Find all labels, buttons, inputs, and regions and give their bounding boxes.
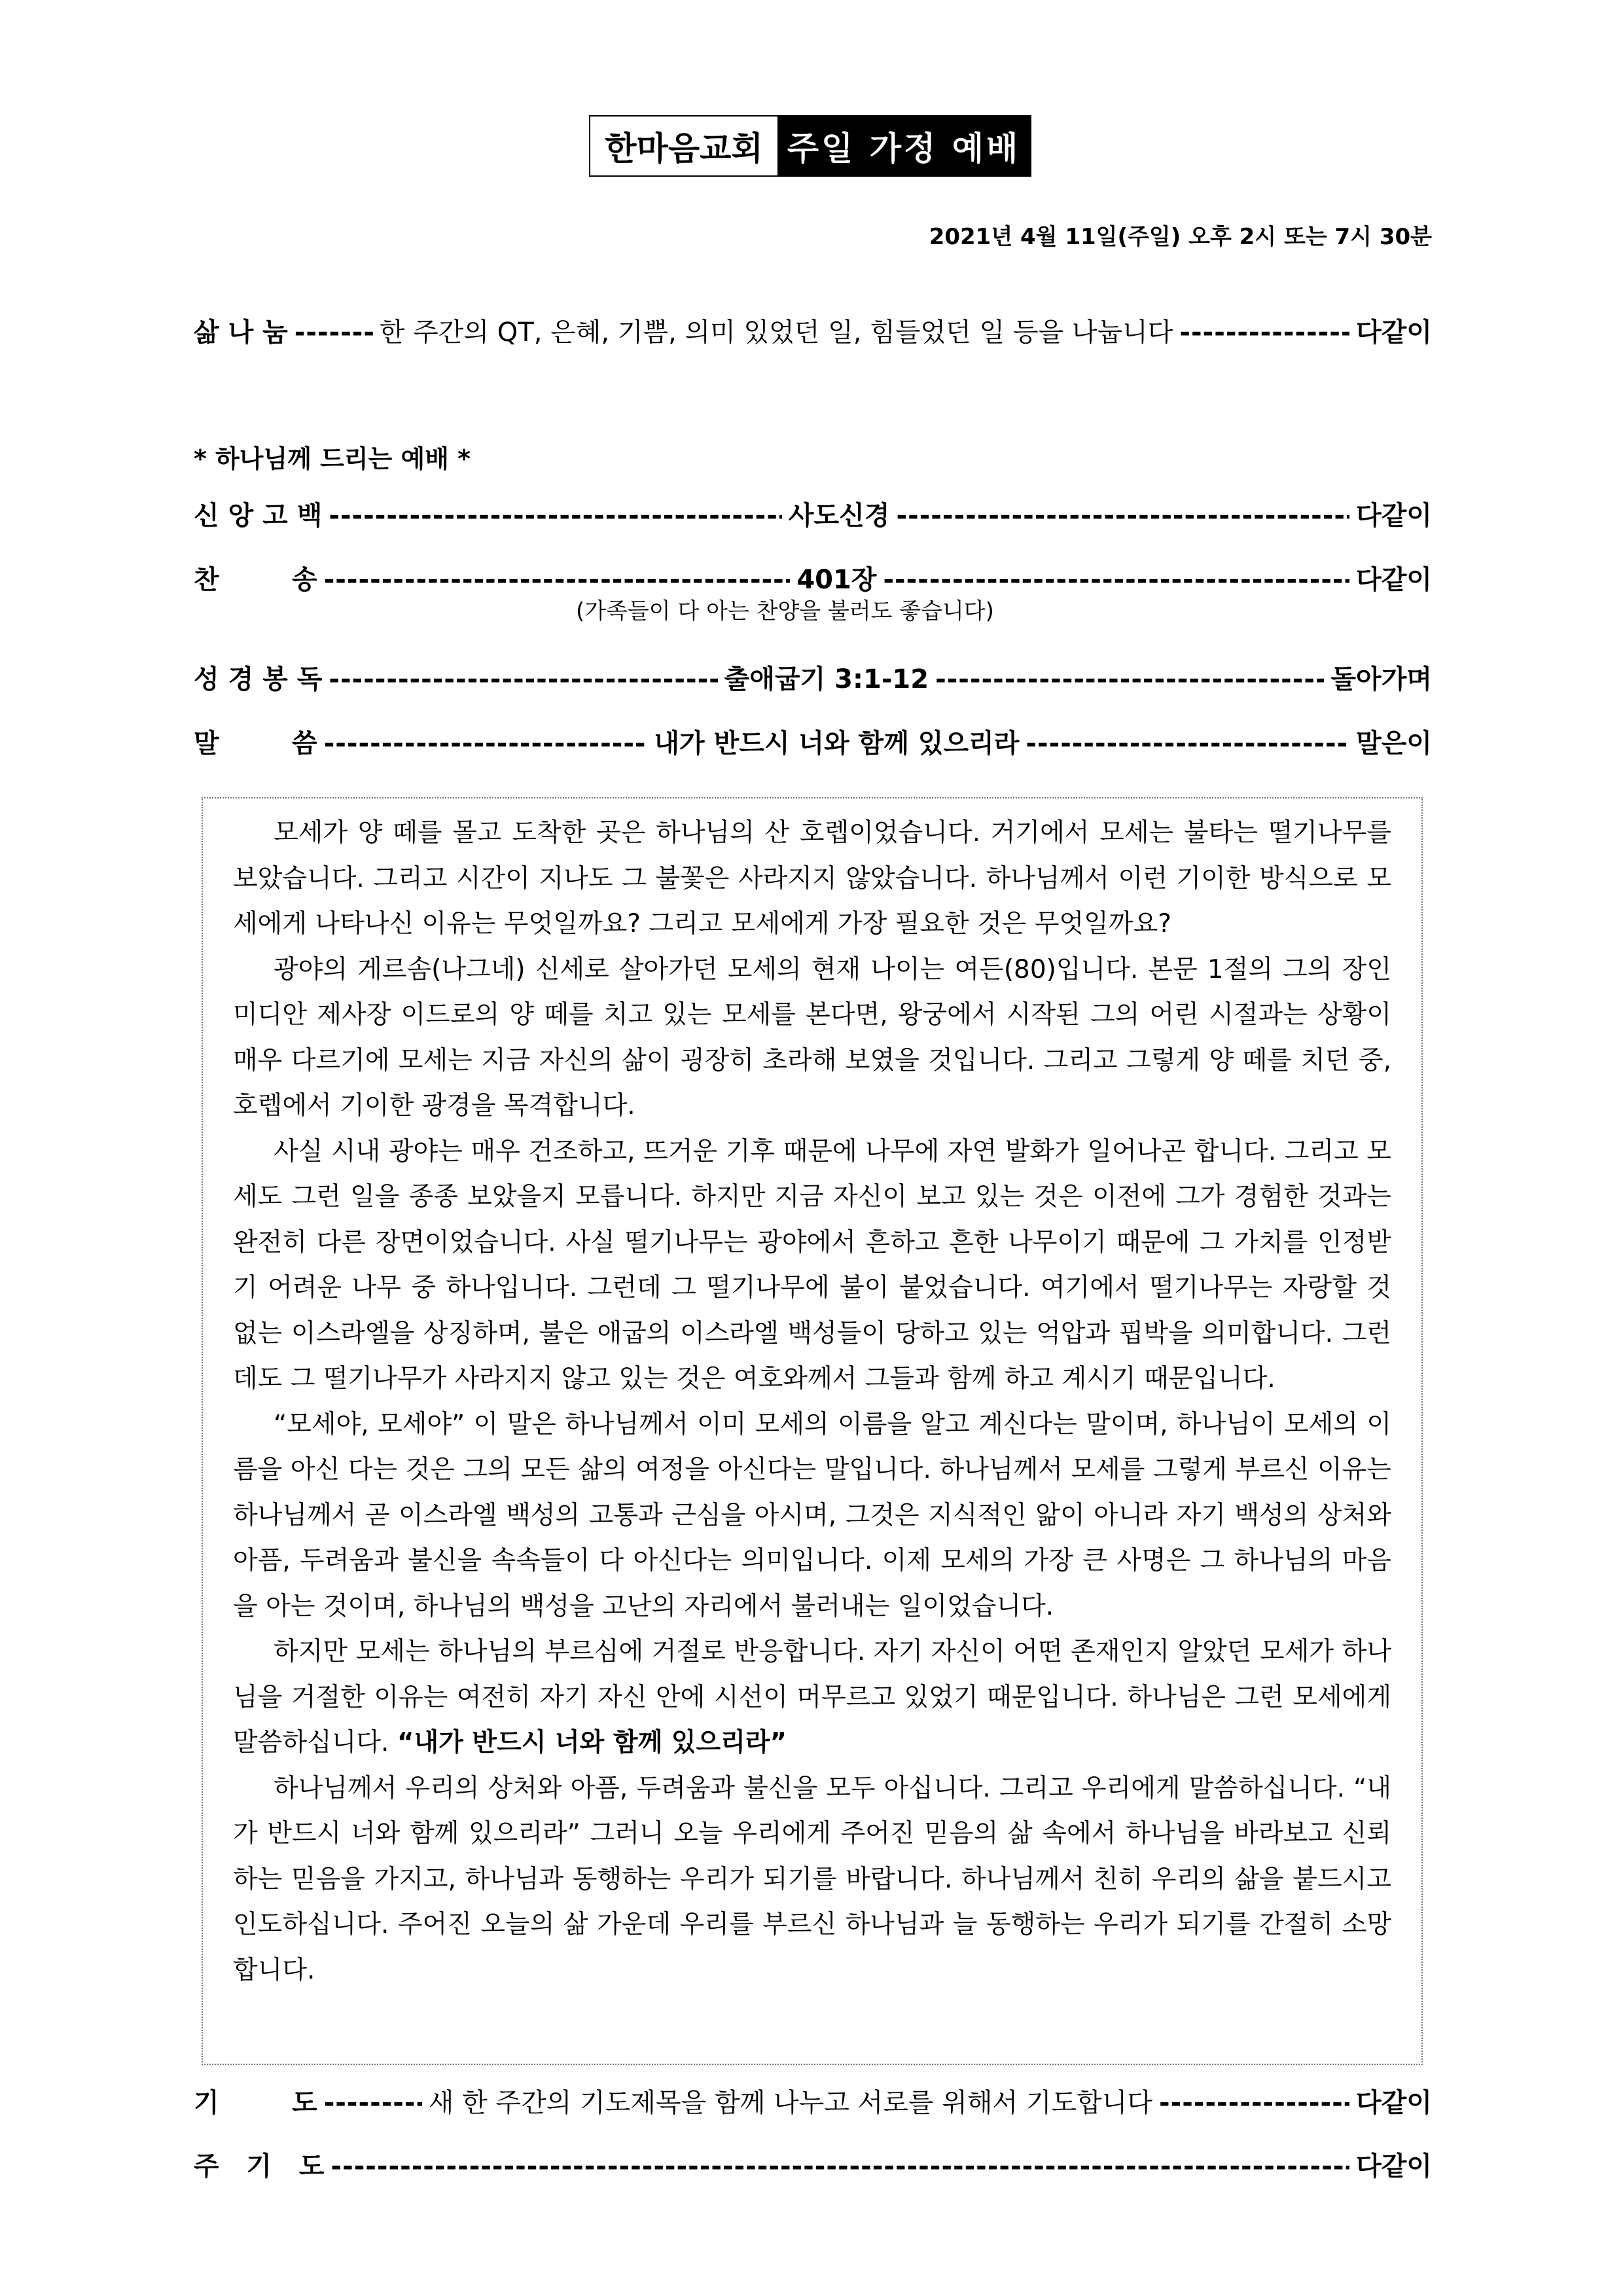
creed-row	[194, 497, 1432, 534]
dash-leader	[1159, 2085, 1349, 2121]
creed-who: 다같이	[1356, 501, 1432, 531]
sharing-label: 삶 나 눔	[194, 317, 288, 348]
lords-prayer-row	[194, 2148, 1432, 2185]
sermon-label: 말 씀	[194, 728, 317, 759]
prayer-description: 새 한 주간의 기도제목을 함께 나누고 서로를 위해서 기도합니다	[428, 2088, 1153, 2118]
worship-heading: * 하나님께 드리는 예배 *	[194, 444, 471, 473]
church-name: 한마음교회	[590, 117, 777, 175]
prayer-row	[194, 2085, 1432, 2121]
sermon-paragraph: 사실 시내 광야는 매우 건조하고, 뜨거운 기후 때문에 나무에 자연 발화가 일어나곤 합니다. 그리고 모세도 그런 일을 종종 보았을지 모릅니다. 하지만 지금 자신이 보고 있는 것은 이전에 그가 경험한 것과는 완전히 다른 장면이었습니다. 사실 떨기나무는 광야에서 흔하고 흔한 나무이기 때문에 그 가치를 인정받기 어려운 나무 중 하나입니다. 그런데 그 떨기나무에 불이 붙었습니다. 여기에서 떨기나무는 자랑할 것 없는 이스라엘을 상징하며, 불은 애굽의 이스라엘 백성들이 당하고 있는 억압과 핍박을 의미합니다. 그런데도 그 떨기나무가 사라지지 않고 있는 것은 여호와께서 그들과 함께 하고 계시기 때문입니다.	[233, 1136, 1391, 1393]
reading-who: 돌아가며	[1330, 664, 1432, 694]
reading-label: 성 경 봉 독	[194, 664, 323, 694]
dash-leader	[324, 2085, 422, 2121]
prayer-label: 기 도	[194, 2088, 317, 2118]
creed-content: 사도신경	[788, 501, 890, 531]
service-date: 2021년 4월 11일(주일) 오후 2시 또는 7시 30분	[929, 224, 1432, 250]
sharing-row	[194, 314, 1432, 351]
dash-leader	[1026, 725, 1349, 762]
dash-leader	[1179, 314, 1349, 351]
hymn-label: 찬 송	[194, 565, 317, 595]
sermon-text-box	[202, 797, 1423, 2065]
sermon-paragraph: 하나님께서 우리의 상처와 아픔, 두려움과 불신을 모두 아십니다. 그리고 우리에게 말씀하십니다. “내가 반드시 너와 함께 있으리라” 그러니 오늘 우리에게 주어진 믿음의 삶 속에서 하나님을 바라보고 신뢰하는 믿음을 가지고, 하나님과 동행하는 우리가 되기를 바랍니다. 하나님께서 친히 우리의 삶을 붙드시고 인도하십니다. 주어진 오늘의 삶 가운데 우리를 부르신 하나님과 늘 동행하는 우리가 되기를 간절히 소망합니다.	[233, 1773, 1391, 1985]
hymn-note: (가족들이 다 아는 찬양을 불러도 좋습니다)	[576, 598, 994, 624]
dash-leader	[935, 661, 1324, 698]
sermon-paragraph: “모세야, 모세야” 이 말은 하나님께서 이미 모세의 이름을 알고 계신다는 말이며, 하나님이 모세의 이름을 아신 다는 것은 그의 모든 삶의 여정을 아신다는 말입니다. 하나님께서 모세를 그렇게 부르신 이유는 하나님께서 곧 이스라엘 백성의 고통과 근심을 아시며, 그것은 지식적인 앎이 아니라 자기 백성의 상처와 아픔, 두려움과 불신을 속속들이 다 아신다는 의미입니다. 이제 모세의 가장 큰 사명은 그 하나님의 마음을 아는 것이며, 하나님의 백성을 고난의 자리에서 불러내는 일이었습니다.	[233, 1409, 1391, 1621]
prayer-who: 다같이	[1356, 2088, 1432, 2118]
sermon-paragraph-text: 하지만 모세는 하나님의 부르심에 거절로 반응합니다. 자기 자신이 어떤 존재인지 알았던 모세가 하나님을 거절한 이유는 여전히 자기 자신 안에 시선이 머무르고 있었기 때문입니다. 하나님은 그런 모세에게 말씀하십니다.	[233, 1637, 1391, 1757]
dash-leader	[294, 314, 373, 351]
dash-leader	[896, 497, 1349, 534]
sermon-title: 내가 반드시 너와 함께 있으리라	[654, 728, 1020, 759]
service-title: 주일 가정 예배	[777, 117, 1030, 175]
lords-prayer-label: 주 기 도	[194, 2151, 325, 2181]
dash-leader	[329, 661, 717, 698]
sharing-who: 다같이	[1356, 317, 1432, 348]
sermon-emphasis: “내가 반드시 너와 함께 있으리라”	[397, 1728, 787, 1757]
hymn-content: 401장	[796, 565, 877, 595]
title-box	[589, 115, 1031, 177]
reading-content: 출애굽기 3:1-12	[724, 664, 929, 694]
sermon-paragraph-with-emphasis	[233, 1629, 1391, 1766]
lords-prayer-who: 다같이	[1356, 2151, 1432, 2181]
sermon-paragraph: 모세가 양 떼를 몰고 도착한 곳은 하나님의 산 호렙이었습니다. 거기에서 모세는 불타는 떨기나무를 보았습니다. 그리고 시간이 지나도 그 불꽃은 사라지지 않았습니다. 하나님께서 이런 기이한 방식으로 모세에게 나타나신 이유는 무엇일까요? 그리고 모세에게 가장 필요한 것은 무엇일까요?	[233, 818, 1391, 939]
hymn-who: 다같이	[1356, 565, 1432, 595]
dash-leader	[329, 497, 782, 534]
sermon-row	[194, 725, 1432, 762]
sermon-paragraph: 광야의 게르솜(나그네) 신세로 살아가던 모세의 현재 나이는 여든(80)입니다. 본문 1절의 그의 장인 미디안 제사장 이드로의 양 떼를 치고 있는 모세를 본다면, 왕궁에서 시작된 그의 어린 시절과는 상황이 매우 다르기에 모세는 지금 자신의 삶이 굉장히 초라해 보였을 것입니다. 그리고 그렇게 양 떼를 치던 중, 호렙에서 기이한 광경을 목격합니다.	[233, 954, 1391, 1121]
dash-leader	[330, 2148, 1349, 2185]
creed-label: 신 앙 고 백	[194, 501, 323, 531]
sharing-description: 한 주간의 QT, 은혜, 기쁨, 의미 있었던 일, 힘들었던 일 등을 나눕니다	[379, 317, 1173, 348]
sermon-who: 말은이	[1356, 728, 1432, 759]
reading-row	[194, 661, 1432, 698]
dash-leader	[324, 725, 648, 762]
